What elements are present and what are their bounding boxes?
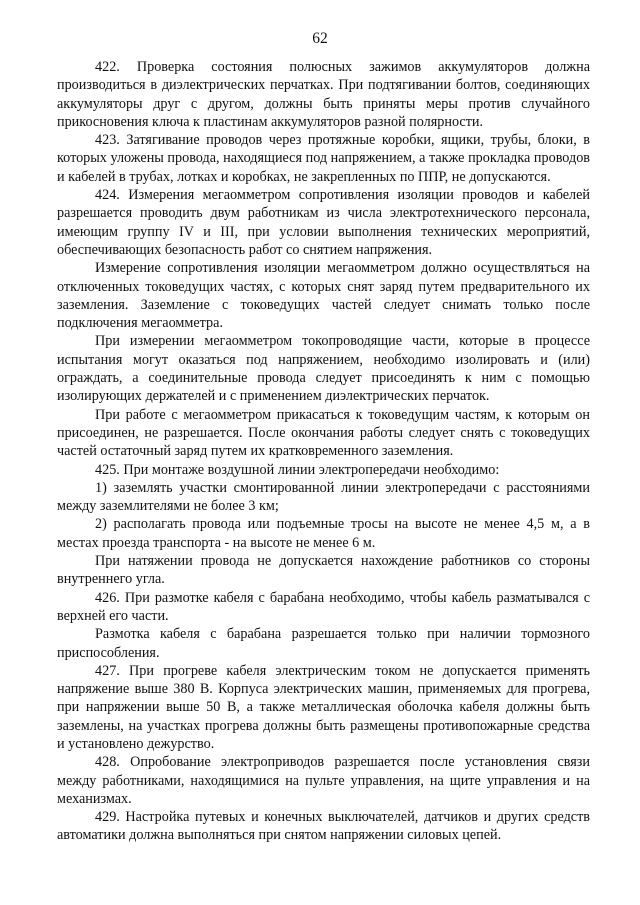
paragraph-tension: При натяжении провода не допускается нахождение работников со стороны внутреннего угла.	[57, 553, 590, 588]
paragraph-megohmmeter-work: При работе с мегаомметром прикасаться к токоведущим частям, к которым он присоединен, не разрешается. После окончания работы следует снять с токоведущих частей остаточный заряд путем их кратковременного заземления.	[57, 406, 590, 460]
paragraph-insulation-measurement: Измерение сопротивления изоляции мегаомметром должно осуществляться на отключенных токоведущих частях, с которых снят заряд путем предварительного их заземления. Заземление с токоведущих частей следует снимать только после подключения мегаомметра.	[57, 260, 590, 332]
paragraph-cable-unwinding: Размотка кабеля с барабана разрешается только при наличии тормозного приспособления.	[57, 626, 590, 661]
list-item-wire-height: 2) располагать провода или подъемные тросы на высоте не менее 4,5 м, а в местах проезда транспорта - на высоте не менее 6 м.	[57, 516, 590, 551]
paragraph-428: 428. Опробование электроприводов разрешается после установления связи между работниками, находящимися на пульте управления, на щите управления и на механизмах.	[57, 754, 590, 807]
paragraph-424: 424. Измерения мегаомметром сопротивления изоляции проводов и кабелей разрешается проводить двум работникам из числа электротехнического персонала, имеющим группу IV и III, при условии выполнения технических мероприятий, обеспечивающих безопасность работ со снятием напряжения.	[57, 187, 590, 258]
paragraph-429: 429. Настройка путевых и конечных выключателей, датчиков и других средств автоматики должна выполняться при снятом напряжении силовых цепей.	[57, 809, 590, 844]
paragraph-426: 426. При размотке кабеля с барабана необходимо, чтобы кабель разматывался с верхней его части.	[57, 589, 590, 624]
document-body	[57, 58, 590, 845]
paragraph-422: 422. Проверка состояния полюсных зажимов аккумуляторов должна производиться в диэлектрических перчатках. При подтягивании болтов, соединяющих аккумуляторы друг с другом, должны быть приняты меры против случайного прикосновения ключа к пластинам аккумуляторов разной полярности.	[57, 59, 590, 130]
page-number: 62	[312, 30, 328, 47]
paragraph-427: 427. При прогреве кабеля электрическим током не допускается применять напряжение выше 380 В. Корпуса электрических машин, применяемых для прогрева, при напряжении выше 50 В, а также металлическая оболочка кабеля должны быть заземлены, на участках прогрева должны быть размещены противопожарные средства и установлено дежурство.	[57, 662, 590, 752]
paragraph-425: 425. При монтаже воздушной линии электропередачи необходимо:	[95, 461, 500, 478]
paragraph-423: 423. Затягивание проводов через протяжные коробки, ящики, трубы, блоки, в которых уложены провода, находящиеся под напряжением, а также прокладка проводов и кабелей в трубах, лотках и коробках, не закрепленных по ППР, не допускаются.	[57, 132, 590, 185]
paragraph-conductive-parts: При измерении мегаомметром токопроводящие части, которые в процессе испытания могут оказаться под напряжением, необходимо изолировать и (или) ограждать, а соединительные провода следует присоединять к ним с помощью изолирующих держателей и с применением диэлектрических перчаток.	[57, 333, 590, 405]
list-item-grounding: 1) заземлять участки смонтированной линии электропередачи с расстояниями между заземлителями не более 3 км;	[57, 479, 590, 515]
